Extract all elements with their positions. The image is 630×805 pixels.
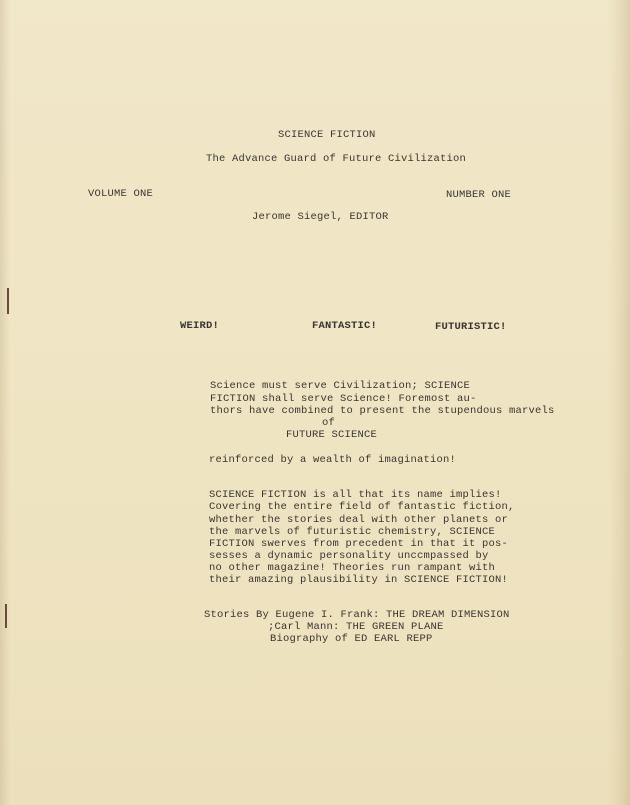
description-line: FICTION swerves from precedent in that it pos- — [209, 538, 509, 550]
contents-line: Stories By Eugene I. Frank: THE DREAM DIMENSION — [204, 609, 510, 621]
intro-line: Science must serve Civilization; SCIENCE — [210, 380, 471, 392]
description-line: sesses a dynamic personality unccmpassed by — [209, 550, 489, 562]
intro-line: FICTION shall serve Science! Foremost au- — [210, 393, 477, 405]
volume-label: VOLUME ONE — [88, 188, 154, 200]
description-line: SCIENCE FICTION is all that its name implies! — [209, 489, 502, 501]
description-line: the marvels of futuristic chemistry, SCIENCE — [209, 526, 496, 538]
description-line: their amazing plausibility in SCIENCE FICTION! — [209, 574, 509, 586]
number-label: NUMBER ONE — [446, 189, 512, 201]
paper-edge-right — [608, 0, 630, 805]
paper-edge-left — [0, 0, 10, 805]
page-subtitle: The Advance Guard of Future Civilization — [206, 153, 467, 165]
description-line: no other magazine! Theories run rampant with — [209, 562, 496, 574]
description-line: whether the stories deal with other planets or — [209, 514, 509, 526]
editor-line: Jerome Siegel, EDITOR — [252, 211, 389, 223]
tagline-fantastic: FANTASTIC! — [312, 320, 378, 332]
intro-line: FUTURE SCIENCE — [286, 429, 378, 441]
description-line: Covering the entire field of fantastic fiction, — [209, 501, 515, 513]
punch-mark-bottom — [5, 604, 7, 628]
intro-line: thors have combined to present the stupendous marvels — [210, 405, 555, 417]
intro-line: reinforced by a wealth of imagination! — [209, 454, 457, 466]
contents-line: ;Carl Mann: THE GREEN PLANE — [268, 621, 444, 633]
tagline-futuristic: FUTURISTIC! — [435, 321, 507, 333]
tagline-weird: WEIRD! — [180, 320, 220, 332]
intro-line: of — [322, 417, 336, 429]
page-title: SCIENCE FICTION — [278, 129, 376, 141]
contents-line: Biography of ED EARL REPP — [270, 633, 433, 645]
punch-mark-top — [7, 288, 9, 314]
